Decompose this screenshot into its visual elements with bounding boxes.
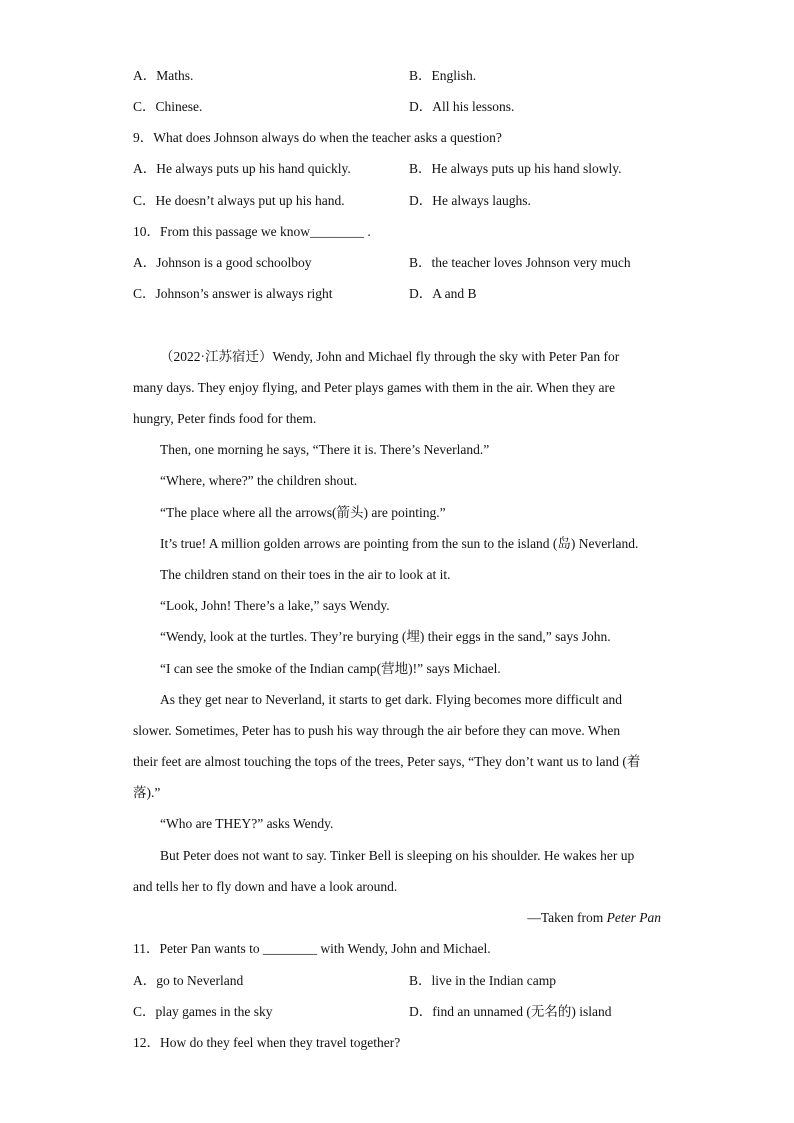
q9-option-a: A．He always puts up his hand quickly. [133,161,351,176]
q11-option-a: A．go to Neverland [133,973,244,988]
passage-line: slower. Sometimes, Peter has to push his way through the air before they can move. When [133,723,621,738]
q10-option-d: D．A and B [409,286,477,301]
passage-line: “The place where all the arrows(箭头) are pointing.” [160,505,446,520]
q9-stem: 9．What does Johnson always do when the teacher asks a question? [133,130,502,145]
q11-stem: 11．Peter Pan wants to ________ with Wendy, John and Michael. [133,941,491,956]
passage-line: But Peter does not want to say. Tinker Bell is sleeping on his shoulder. He wakes her up [160,848,635,863]
passage-line: Then, one morning he says, “There it is. There’s Neverland.” [160,442,490,457]
q9-option-d: D．He always laughs. [409,193,531,208]
q9-option-c: C．He doesn’t always put up his hand. [133,193,345,208]
q8-option-b: B．English. [409,68,477,83]
q10-option-c: C．Johnson’s answer is always right [133,286,333,301]
passage-line: “Wendy, look at the turtles. They’re burying (埋) their eggs in the sand,” says John. [160,629,611,644]
passage-line: It’s true! A million golden arrows are pointing from the sun to the island (岛) Neverland. [160,536,639,551]
passage-line: As they get near to Neverland, it starts to get dark. Flying becomes more difficult and [160,692,623,707]
passage-line: “Look, John! There’s a lake,” says Wendy. [160,598,390,613]
q8-option-a: A．Maths. [133,68,194,83]
q11-option-b: B．live in the Indian camp [409,973,556,988]
source-prefix: —Taken from [527,910,607,925]
passage-line: hungry, Peter finds food for them. [133,411,317,426]
q12-stem: 12．How do they feel when they travel together? [133,1035,401,1050]
passage-source [527,909,661,927]
passage-line: The children stand on their toes in the air to look at it. [160,567,451,582]
q9-option-b: B．He always puts up his hand slowly. [409,161,622,176]
q11-option-c: C．play games in the sky [133,1004,273,1019]
passage-line: and tells her to fly down and have a look around. [133,879,398,894]
passage-line: “Who are THEY?” asks Wendy. [160,816,334,831]
source-title: Peter Pan [606,910,661,925]
q8-option-c: C．Chinese. [133,99,203,114]
q8-option-d: D．All his lessons. [409,99,515,114]
passage-line: 落).” [133,785,161,800]
q10-option-a: A．Johnson is a good schoolboy [133,255,312,270]
q10-stem: 10．From this passage we know________ . [133,224,371,239]
passage-line: many days. They enjoy flying, and Peter plays games with them in the air. When they are [133,380,616,395]
q11-option-d: D．find an unnamed (无名的) island [409,1004,612,1019]
passage-line: （2022·江苏宿迁）Wendy, John and Michael fly through the sky with Peter Pan for [160,349,620,364]
passage-line: “I can see the smoke of the Indian camp(营地)!” says Michael. [160,661,501,676]
passage-line: “Where, where?” the children shout. [160,473,358,488]
q10-option-b: B．the teacher loves Johnson very much [409,255,631,270]
passage-line: their feet are almost touching the tops of the trees, Peter says, “They don’t want us to land (着 [133,754,641,769]
